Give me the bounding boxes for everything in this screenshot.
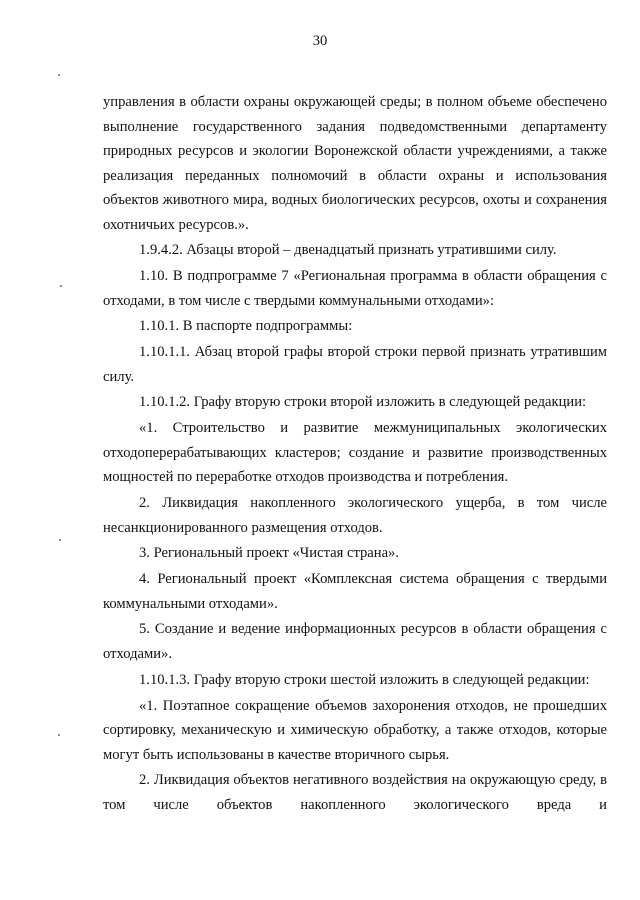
- scan-mark: [58, 74, 60, 76]
- paragraph-point-2-b: 2. Ликвидация объектов негативного воздействия на окружающую среду, в том числе объектов накопленного экологического вреда и: [103, 772, 607, 813]
- paragraph-point-2: 2. Ликвидация накопленного экологического ущерба, в том числе несанкционированного размещения отходов.: [103, 495, 607, 536]
- scan-mark: [58, 734, 60, 736]
- paragraph-item-1-10-1: 1.10.1. В паспорте подпрограммы:: [139, 318, 353, 335]
- scan-mark: [60, 285, 62, 287]
- paragraph-item-1-10-1-2: 1.10.1.2. Графу вторую строки второй изложить в следующей редакции:: [139, 394, 587, 411]
- page-number: 30: [312, 33, 328, 49]
- document-body: [103, 90, 607, 819]
- paragraph-point-3: 3. Региональный проект «Чистая страна».: [139, 545, 400, 562]
- paragraph-point-4: 4. Региональный проект «Комплексная система обращения с твердыми коммунальными отходами».: [103, 571, 607, 612]
- paragraph-item-1-9-4-2: 1.9.4.2. Абзацы второй – двенадцатый признать утратившими силу.: [139, 242, 557, 259]
- paragraph-item-1-10: 1.10. В подпрограмме 7 «Региональная программа в области обращения с отходами, в том числе с твердыми коммунальными отходами»:: [103, 268, 607, 309]
- paragraph-item-1-10-1-1: 1.10.1.1. Абзац второй графы второй строки первой признать утратившим силу.: [103, 344, 607, 385]
- paragraph-quote-point-1-b: «1. Поэтапное сокращение объемов захоронения отходов, не прошедших сортировку, механическую и химическую обработку, а также отходов, которые могут быть использованы в качестве вторичного сырья.: [103, 697, 607, 763]
- paragraph-quote-point-1: «1. Строительство и развитие межмуниципальных экологических отходоперерабатывающих кластеров; создание и развитие производственных мощностей по переработке отходов производства и потребления.: [103, 420, 607, 486]
- paragraph-point-5: 5. Создание и ведение информационных ресурсов в области обращения с отходами».: [103, 621, 607, 662]
- paragraph-item-1-10-1-3: 1.10.1.3. Графу вторую строки шестой изложить в следующей редакции:: [139, 671, 590, 688]
- paragraph-continuation: управления в области охраны окружающей среды; в полном объеме обеспечено выполнение государственного задания подведомственными департаменту природных ресурсов и экологии Воронежской области учреждениями, а также реализация переданных полномочий в области охраны и использования объектов животного мира, водных биологических ресурсов, охоты и сохранения охотничьих ресурсов.».: [103, 94, 607, 233]
- scan-mark: [59, 539, 61, 541]
